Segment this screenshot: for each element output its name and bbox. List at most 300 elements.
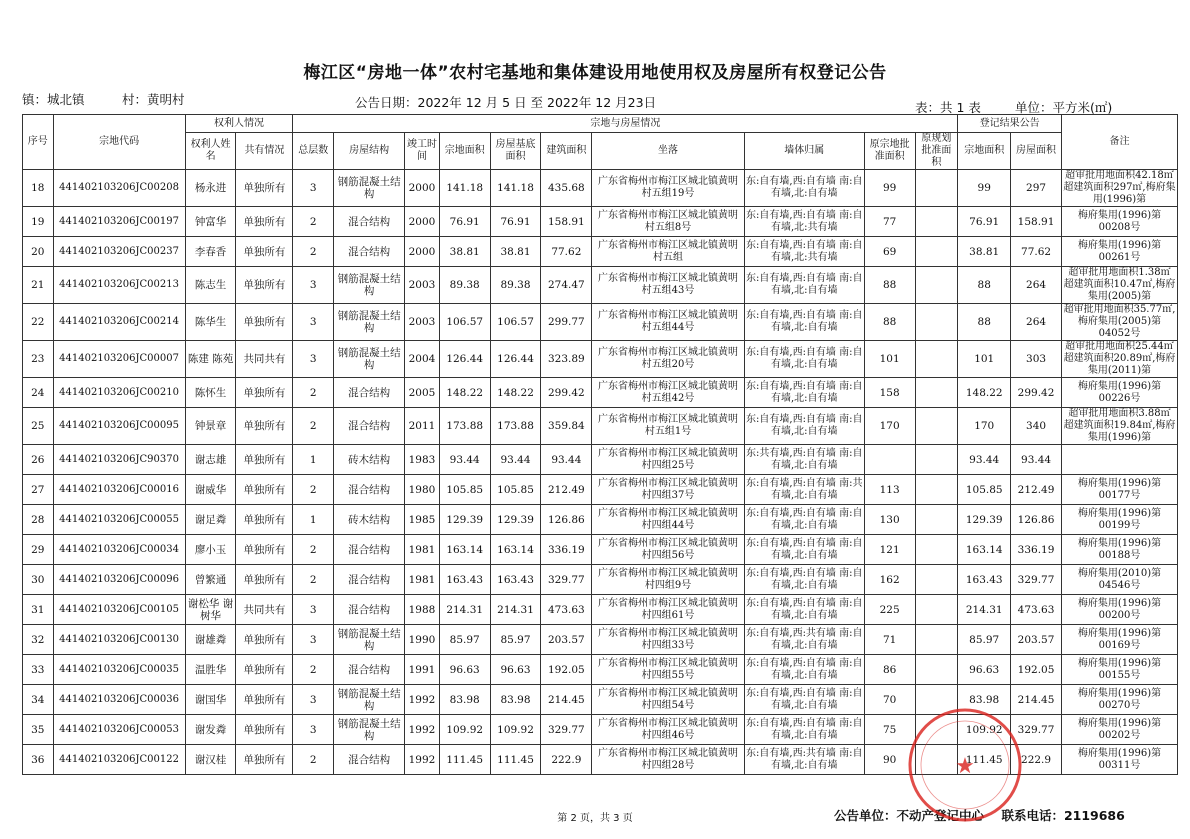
row-wall: 东:自有墙,西:自有墙 南:自有墙,北:共有墙 [744,207,864,237]
row-res-land: 83.98 [958,685,1011,715]
table-row [23,341,1178,378]
row-completed: 2000 [405,237,440,267]
row-build-area: 203.57 [541,625,592,655]
row-owner-name: 温胜华 [185,655,236,685]
row-res-land: 38.81 [958,237,1011,267]
row-location: 广东省梅州市梅江区城北镇黄明村五组43号 [592,267,745,304]
row-orig-plan [915,408,958,445]
table-row [23,565,1178,595]
row-completed: 2005 [405,378,440,408]
row-share: 共同共有 [236,595,293,625]
row-owner-name: 钟景章 [185,408,236,445]
row-wall: 东:自有墙,西:自有墙 南:自有墙,北:自有墙 [744,304,864,341]
row-note: 梅府集用(1996)第00199号 [1061,505,1177,535]
row-share: 单独所有 [236,505,293,535]
row-structure: 钢筋混凝土结构 [334,170,405,207]
row-owner-name: 陈志生 [185,267,236,304]
row-orig-plan [915,207,958,237]
row-wall: 东:自有墙,西:自有墙 南:自有墙,北:自有墙 [744,655,864,685]
row-land-area: 109.92 [439,715,490,745]
row-completed: 1980 [405,475,440,505]
row-location: 广东省梅州市梅江区城北镇黄明村五组20号 [592,341,745,378]
row-completed: 2003 [405,267,440,304]
row-parcel-code: 441402103206JC00095 [53,408,185,445]
row-res-house: 329.77 [1011,715,1062,745]
row-res-house: 336.19 [1011,535,1062,565]
row-base-area: 173.88 [490,408,541,445]
row-res-house: 93.44 [1011,445,1062,475]
row-land-area: 105.85 [439,475,490,505]
row-owner-name: 李春香 [185,237,236,267]
row-owner-name: 谢发粦 [185,715,236,745]
row-parcel-code: 441402103206JC00122 [53,745,185,775]
header-result-group: 登记结果公告 [958,115,1062,133]
row-completed: 2000 [405,170,440,207]
table-row [23,505,1178,535]
row-res-house: 473.63 [1011,595,1062,625]
row-floors: 3 [293,304,334,341]
row-owner-name: 廖小玉 [185,535,236,565]
unit-label: 单位：平方米(㎡) [1015,100,1113,115]
row-seq: 21 [23,267,54,304]
row-orig-approved: 70 [864,685,915,715]
row-wall: 东:自有墙,西:自有墙 南:自有墙,北:自有墙 [744,715,864,745]
row-wall: 东:自有墙,西:自有墙 南:自有墙,北:自有墙 [744,341,864,378]
row-res-land: 129.39 [958,505,1011,535]
row-parcel-code: 441402103206JC00096 [53,565,185,595]
row-floors: 3 [293,267,334,304]
row-share: 单独所有 [236,237,293,267]
row-owner-name: 谢汉桂 [185,745,236,775]
row-res-house: 329.77 [1011,565,1062,595]
row-share: 共同共有 [236,341,293,378]
row-location: 广东省梅州市梅江区城北镇黄明村四组33号 [592,625,745,655]
row-land-area: 38.81 [439,237,490,267]
row-build-area: 329.77 [541,715,592,745]
row-floors: 1 [293,445,334,475]
row-location: 广东省梅州市梅江区城北镇黄明村四组54号 [592,685,745,715]
row-res-house: 222.9 [1011,745,1062,775]
row-build-area: 192.05 [541,655,592,685]
row-structure: 钢筋混凝土结构 [334,267,405,304]
header-completed: 竣工时间 [405,133,440,170]
row-orig-approved: 86 [864,655,915,685]
row-completed: 2004 [405,341,440,378]
row-structure: 混合结构 [334,378,405,408]
row-parcel-code: 441402103206JC00036 [53,685,185,715]
row-floors: 3 [293,341,334,378]
row-build-area: 158.91 [541,207,592,237]
row-orig-plan [915,237,958,267]
row-floors: 2 [293,655,334,685]
row-orig-plan [915,505,958,535]
row-parcel-code: 441402103206JC00237 [53,237,185,267]
row-base-area: 106.57 [490,304,541,341]
row-note: 梅府集用(1996)第00311号 [1061,745,1177,775]
table-row [23,408,1178,445]
row-build-area: 299.77 [541,304,592,341]
row-base-area: 126.44 [490,341,541,378]
row-seq: 34 [23,685,54,715]
row-structure: 混合结构 [334,565,405,595]
row-parcel-code: 441402103206JC00016 [53,475,185,505]
row-wall: 东:自有墙,西:共有墙 南:自有墙,北:自有墙 [744,745,864,775]
row-note: 超审批用地面积42.18㎡ 超建筑面积297㎡,梅府集用(1996)第 [1063,170,1176,205]
row-build-area: 336.19 [541,535,592,565]
row-res-land: 88 [958,304,1011,341]
row-seq: 26 [23,445,54,475]
table-row [23,304,1178,341]
row-land-area: 106.57 [439,304,490,341]
row-res-land: 93.44 [958,445,1011,475]
row-land-area: 163.43 [439,565,490,595]
row-note: 梅府集用(2010)第04546号 [1061,565,1177,595]
row-res-house: 297 [1011,170,1062,207]
header-orig-approved: 原宗地批准面积 [864,133,915,170]
row-build-area: 126.86 [541,505,592,535]
row-res-house: 264 [1011,267,1062,304]
town-label: 镇：城北镇 [22,92,85,107]
header-owner-group: 权利人情况 [185,115,293,133]
row-res-land: 109.92 [958,715,1011,745]
row-floors: 2 [293,475,334,505]
row-build-area: 435.68 [541,170,592,207]
row-orig-plan [915,378,958,408]
row-orig-plan [915,655,958,685]
row-structure: 钢筋混凝土结构 [334,685,405,715]
row-orig-approved [864,445,915,475]
row-location: 广东省梅州市梅江区城北镇黄明村四组56号 [592,535,745,565]
row-floors: 2 [293,535,334,565]
row-location: 广东省梅州市梅江区城北镇黄明村四组37号 [592,475,745,505]
row-note: 梅府集用(1996)第00202号 [1061,715,1177,745]
header-wall: 墙体归属 [744,133,864,170]
row-share: 单独所有 [236,535,293,565]
row-base-area: 148.22 [490,378,541,408]
row-land-area: 96.63 [439,655,490,685]
row-build-area: 212.49 [541,475,592,505]
row-seq: 32 [23,625,54,655]
row-orig-plan [915,535,958,565]
row-share: 单独所有 [236,408,293,445]
row-seq: 18 [23,170,54,207]
row-orig-plan [915,475,958,505]
row-base-area: 38.81 [490,237,541,267]
row-build-area: 222.9 [541,745,592,775]
row-note: 梅府集用(1996)第00200号 [1061,595,1177,625]
row-orig-plan [915,715,958,745]
header-structure: 房屋结构 [334,133,405,170]
row-orig-plan [915,595,958,625]
row-location: 广东省梅州市梅江区城北镇黄明村四组46号 [592,715,745,745]
row-owner-name: 谢威华 [185,475,236,505]
row-build-area: 359.84 [541,408,592,445]
row-land-area: 111.45 [439,745,490,775]
row-structure: 混合结构 [334,408,405,445]
row-owner-name: 曾繁通 [185,565,236,595]
row-parcel-code: 441402103206JC00034 [53,535,185,565]
row-note: 梅府集用(1996)第00208号 [1061,207,1177,237]
row-res-land: 76.91 [958,207,1011,237]
row-structure: 混合结构 [334,595,405,625]
row-res-house: 203.57 [1011,625,1062,655]
row-structure: 混合结构 [334,655,405,685]
row-completed: 1992 [405,715,440,745]
header-land-area: 宗地面积 [439,133,490,170]
row-wall: 东:自有墙,西:自有墙 南:自有墙,北:自有墙 [744,565,864,595]
sheet-count: 表：共 1 表 [915,100,981,115]
row-completed: 1981 [405,565,440,595]
row-orig-plan [915,625,958,655]
row-share: 单独所有 [236,267,293,304]
row-share: 单独所有 [236,475,293,505]
row-completed: 2000 [405,207,440,237]
row-structure: 混合结构 [334,475,405,505]
row-share: 单独所有 [236,445,293,475]
row-orig-approved: 99 [864,170,915,207]
row-location: 广东省梅州市梅江区城北镇黄明村四组25号 [592,445,745,475]
row-structure: 混合结构 [334,237,405,267]
row-location: 广东省梅州市梅江区城北镇黄明村四组61号 [592,595,745,625]
row-res-land: 163.14 [958,535,1011,565]
row-res-house: 340 [1011,408,1062,445]
row-location: 广东省梅州市梅江区城北镇黄明村五组1号 [592,408,745,445]
row-share: 单独所有 [236,655,293,685]
row-wall: 东:自有墙,西:自有墙 南:自有墙,北:自有墙 [744,505,864,535]
row-res-land: 101 [958,341,1011,378]
row-orig-approved: 113 [864,475,915,505]
issuing-unit: 公告单位：不动产登记中心 [834,808,985,823]
row-note: 梅府集用(1996)第00169号 [1061,625,1177,655]
row-location: 广东省梅州市梅江区城北镇黄明村四组28号 [592,745,745,775]
row-build-area: 214.45 [541,685,592,715]
row-parcel-code: 441402103206JC90370 [53,445,185,475]
row-note: 超审批用地面积3.88㎡ 超建筑面积19.84㎡,梅府集用(1996)第 [1061,408,1177,445]
row-seq: 19 [23,207,54,237]
row-completed: 1983 [405,445,440,475]
row-owner-name: 陈建 陈苑 [185,341,236,378]
footer-contact [834,806,1125,824]
row-wall: 东:自有墙,西:自有墙 南:自有墙,北:自有墙 [744,170,864,207]
village-label: 村：黄明村 [122,92,185,107]
row-share: 单独所有 [236,625,293,655]
row-floors: 2 [293,408,334,445]
row-land-area: 148.22 [439,378,490,408]
row-orig-approved: 101 [864,341,915,378]
header-orig-plan: 原规划批准面积 [915,133,958,170]
header-share: 共有情况 [236,133,293,170]
row-orig-plan [915,341,958,378]
row-completed: 1991 [405,655,440,685]
row-seq: 23 [23,341,54,378]
row-owner-name: 谢志雄 [185,445,236,475]
row-base-area: 214.31 [490,595,541,625]
row-note: 梅府集用(1996)第00270号 [1061,685,1177,715]
row-parcel-code: 441402103206JC00210 [53,378,185,408]
row-owner-name: 谢足粦 [185,505,236,535]
header-seq: 序号 [23,115,54,170]
row-seq: 27 [23,475,54,505]
row-share: 单独所有 [236,565,293,595]
row-base-area: 83.98 [490,685,541,715]
row-base-area: 111.45 [490,745,541,775]
row-orig-approved: 71 [864,625,915,655]
row-completed: 1988 [405,595,440,625]
table-row [23,237,1178,267]
row-build-area: 323.89 [541,341,592,378]
row-floors: 3 [293,685,334,715]
table-row [23,207,1178,237]
row-orig-approved: 90 [864,745,915,775]
row-orig-approved: 225 [864,595,915,625]
header-note: 备注 [1061,115,1177,170]
header-base-area: 房屋基底面积 [490,133,541,170]
registration-table [22,114,1178,775]
row-land-area: 126.44 [439,341,490,378]
table-row [23,267,1178,304]
row-floors: 2 [293,237,334,267]
row-base-area: 163.43 [490,565,541,595]
row-structure: 钢筋混凝土结构 [334,341,405,378]
row-completed: 1992 [405,745,440,775]
row-seq: 30 [23,565,54,595]
row-res-land: 170 [958,408,1011,445]
row-location: 广东省梅州市梅江区城北镇黄明村五组 [592,237,745,267]
row-location: 广东省梅州市梅江区城北镇黄明村五组19号 [592,170,745,207]
row-orig-plan [915,267,958,304]
row-seq: 31 [23,595,54,625]
row-res-land: 111.45 [958,745,1011,775]
header-res-house: 房屋面积 [1011,133,1062,170]
row-share: 单独所有 [236,170,293,207]
row-note: 超审批用地面积35.77㎡,梅府集用(2005)第04052号 [1061,304,1177,341]
header-build-area: 建筑面积 [541,133,592,170]
row-orig-approved: 170 [864,408,915,445]
row-parcel-code: 441402103206JC00053 [53,715,185,745]
row-parcel-code: 441402103206JC00208 [53,170,185,207]
table-row [23,445,1178,475]
table-row [23,685,1178,715]
row-base-area: 109.92 [490,715,541,745]
row-owner-name: 谢雄粦 [185,625,236,655]
row-floors: 2 [293,565,334,595]
row-res-house: 303 [1011,341,1062,378]
row-location: 广东省梅州市梅江区城北镇黄明村四组44号 [592,505,745,535]
row-wall: 东:自有墙,西:自有墙 南:自有墙,北:自有墙 [744,378,864,408]
table-row [23,595,1178,625]
row-build-area: 299.42 [541,378,592,408]
row-completed: 2011 [405,408,440,445]
row-res-land: 214.31 [958,595,1011,625]
row-share: 单独所有 [236,685,293,715]
row-seq: 36 [23,745,54,775]
row-share: 单独所有 [236,304,293,341]
row-location: 广东省梅州市梅江区城北镇黄明村四组9号 [592,565,745,595]
row-res-land: 99 [958,170,1011,207]
row-note: 梅府集用(1996)第00226号 [1061,378,1177,408]
row-land-area: 129.39 [439,505,490,535]
row-note: 梅府集用(1996)第00177号 [1061,475,1177,505]
table-row [23,378,1178,408]
row-completed: 1985 [405,505,440,535]
row-build-area: 274.47 [541,267,592,304]
row-owner-name: 钟富华 [185,207,236,237]
row-structure: 混合结构 [334,745,405,775]
row-res-land: 163.43 [958,565,1011,595]
table-row [23,745,1178,775]
row-base-area: 76.91 [490,207,541,237]
row-seq: 22 [23,304,54,341]
page-title: 梅江区“房地一体”农村宅基地和集体建设用地使用权及房屋所有权登记公告 [303,63,887,83]
row-parcel-code: 441402103206JC00197 [53,207,185,237]
row-parcel-code: 441402103206JC00214 [53,304,185,341]
row-floors: 3 [293,170,334,207]
row-wall: 东:自有墙,西:自有墙 南:自有墙,北:共有墙 [744,237,864,267]
row-orig-plan [915,685,958,715]
table-row [23,170,1178,207]
row-wall: 东:自有墙,西:自有墙 南:共有墙,北:自有墙 [744,475,864,505]
row-seq: 25 [23,408,54,445]
row-base-area: 129.39 [490,505,541,535]
row-land-area: 83.98 [439,685,490,715]
row-orig-approved: 88 [864,267,915,304]
row-res-house: 77.62 [1011,237,1062,267]
row-parcel-code: 441402103206JC00035 [53,655,185,685]
row-seq: 24 [23,378,54,408]
row-owner-name: 谢国华 [185,685,236,715]
row-orig-plan [915,745,958,775]
row-floors: 2 [293,207,334,237]
table-row [23,625,1178,655]
row-structure: 钢筋混凝土结构 [334,304,405,341]
header-land-house-group: 宗地与房屋情况 [293,115,958,133]
header-floors: 总层数 [293,133,334,170]
row-wall: 东:自有墙,西:自有墙 南:自有墙,北:自有墙 [744,595,864,625]
row-base-area: 85.97 [490,625,541,655]
row-note: 超审批用地面积25.44㎡ 超建筑面积20.89㎡,梅府集用(2011)第 [1061,341,1177,378]
row-owner-name: 陈华生 [185,304,236,341]
row-base-area: 89.38 [490,267,541,304]
row-orig-plan [915,304,958,341]
contact-phone: 联系电话：2119686 [1001,808,1125,823]
row-parcel-code: 441402103206JC00105 [53,595,185,625]
row-wall: 东:共有墙,西:自有墙 南:自有墙,北:自有墙 [744,445,864,475]
row-base-area: 96.63 [490,655,541,685]
row-structure: 混合结构 [334,535,405,565]
row-seq: 35 [23,715,54,745]
row-build-area: 329.77 [541,565,592,595]
header-owner-name: 权利人姓名 [185,133,236,170]
row-orig-plan [915,445,958,475]
row-note: 梅府集用(1996)第00155号 [1061,655,1177,685]
row-note: 梅府集用(1996)第00188号 [1061,535,1177,565]
row-land-area: 214.31 [439,595,490,625]
row-share: 单独所有 [236,378,293,408]
row-orig-approved: 77 [864,207,915,237]
row-location: 广东省梅州市梅江区城北镇黄明村五组8号 [592,207,745,237]
row-land-area: 76.91 [439,207,490,237]
row-wall: 东:自有墙,西:自有墙 南:自有墙,北:自有墙 [744,535,864,565]
row-note [1061,445,1177,475]
row-res-land: 105.85 [958,475,1011,505]
row-seq: 29 [23,535,54,565]
row-parcel-code: 441402103206JC00130 [53,625,185,655]
row-build-area: 77.62 [541,237,592,267]
row-note: 梅府集用(1996)第00261号 [1061,237,1177,267]
row-floors: 3 [293,715,334,745]
row-land-area: 163.14 [439,535,490,565]
row-share: 单独所有 [236,745,293,775]
